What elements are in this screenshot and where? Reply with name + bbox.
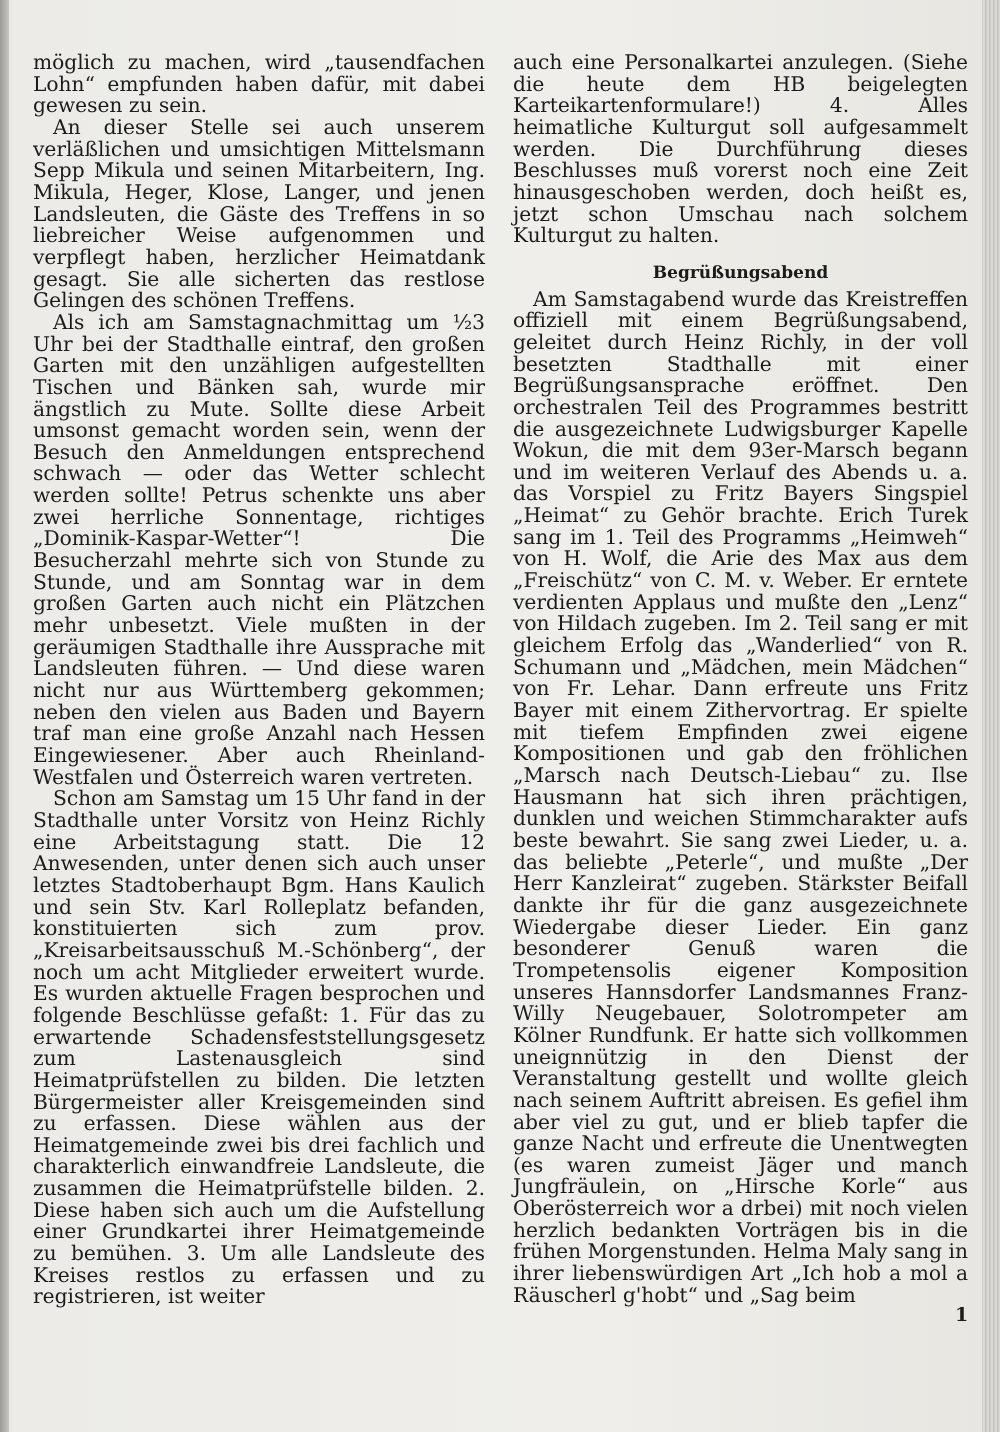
page-binding-shadow [0,0,9,1432]
paragraph: auch eine Personalkartei anzulegen. (Siehe die heute dem HB beigelegten Karteikartenformulare!) 4. Alles heimatliche Kulturgut soll aufgesammelt werden. Die Durchführung dieses Beschlusses muß vorerst noch eine Zeit hinausgeschoben werden, doch heißt es, jetzt schon Umschau nach solchem Kulturgut zu halten. [513,50,968,248]
section-heading: Begrüßungsabend [652,262,829,283]
paragraph: Als ich am Samstagnachmittag um ½3 Uhr bei der Stadthalle eintraf, den großen Garten mit den unzähligen aufgestellten Tischen und Bänken sah, wurde mir ängstlich zu Mute. Sollte diese Arbeit umsonst gemacht worden sein, wenn der Besuch den Anmeldungen entsprechend schwach — oder das Wetter schlecht werden sollte! Petrus schenkte uns aber zwei herrliche Sonnentage, richtiges „Dominik-Kaspar-Wetter“! Die Besucherzahl mehrte sich von Stunde zu Stunde, und am Sonntag war in dem großen Garten auch nicht ein Plätzchen mehr unbesetzt. Viele mußten in der geräumigen Stadthalle ihre Aussprache mit Landsleuten führen. — Und diese waren nicht nur aus Württemberg gekommen; neben den vielen aus Baden und Bayern traf man eine große Anzahl nach Hessen Eingewiesener. Aber auch Rheinland-Westfalen und Österreich waren vertreten. [33,309,485,789]
left-text-column [33,52,485,1308]
paragraph: Am Samstagabend wurde das Kreistreffen offiziell mit einem Begrüßungsabend, geleitet durch Heinz Richly, in der voll besetzten Stadthalle mit einer Begrüßungsansprache eröffnet. Den orchestralen Teil des Programmes bestritt die ausgezeichnete Ludwigsburger Kapelle Wokun, die mit dem 93er-Marsch begann und im weiteren Verlauf des Abends u. a. das Vorspiel zu Fritz Bayers Singspiel „Heimat“ zu Gehör brachte. Erich Turek sang im 1. Teil des Programms „Heimweh“ von H. Wolf, die Arie des Max aus dem „Freischütz“ von C. M. v. Weber. Er erntete verdienten Applaus und mußte den „Lenz“ von Hildach zugeben. Im 2. Teil sang er mit gleichem Erfolg das „Wanderlied“ von R. Schumann und „Mädchen, mein Mädchen“ von Fr. Lehar. Dann erfreute uns Fritz Bayer mit einem Zithervortrag. Er spielte mit tiefem Empfinden zwei eigene Kompositionen und gab den fröhlichen „Marsch nach Deutsch-Liebau“ zu. Ilse Hausmann hat sich ihren prächtigen, dunklen und weichen Stimmcharakter aufs beste bewahrt. Sie sang zwei Lieder, u. a. das beliebte „Peterle“, und mußte „Der Herr Kanzleirat“ zugeben. Stärkster Beifall dankte ihr für die ganz ausgezeichnete Wiedergabe dieser Lieder. Ein ganz besonderer Genuß waren die Trompetensolis eigener Komposition unseres Hannsdorfer Landsmannes Franz-Willy Neugebauer, Solotrompeter am Kölner Rundfunk. Er hatte sich vollkommen uneignnützig in den Dienst der Veranstaltung gestellt und wollte gleich nach seinem Auftritt abreisen. Es gefiel ihm aber viel zu gut, und er blieb tapfer die ganze Nacht und erfreute die Unentwegten (es waren zumeist Jäger und manch Jungfräulein, on „Hirsche Korle“ aus Oberösterreich wor a drbei) mit noch vielen herzlich bedankten Vorträgen bis in die frühen Morgenstunden. Helma Maly sang in ihrer liebenswürdigen Art „Ich hob a mol a Räuscherl g'hobt“ und „Sag beim [513,286,968,1307]
paragraph: An dieser Stelle sei auch unserem verläßlichen und umsichtigen Mittelsmann Sepp Mikula und seinen Mitarbeitern, Ing. Mikula, Heger, Klose, Langer, und jenen Landsleuten, die Gäste des Treffens in so liebreicher Weise aufgenommen und verpflegt haben, herzlicher Heimatdank gesagt. Sie alle sicherten das restlose Gelingen des schönen Treffens. [33,114,485,313]
right-text-column [513,52,968,1306]
page-edge [982,0,1000,1432]
paragraph: Schon am Samstag um 15 Uhr fand in der Stadthalle unter Vorsitz von Heinz Richly eine Arbeitstagung statt. Die 12 Anwesenden, unter denen sich auch unser letztes Stadtoberhaupt Bgm. Hans Kaulich und sein Stv. Karl Rolleplatz befanden, konstituierten sich zum prov. „Kreisarbeitsausschuß M.-Schönberg“, der noch um acht Mitglieder erweitert wurde. Es wurden aktuelle Fragen besprochen und folgende Beschlüsse gefaßt: 1. Für das zu erwartende Schadensfeststellungsgesetz zum Lastenausgleich sind Heimatprüfstellen zu bilden. Die letzten Bürgermeister aller Kreisgemeinden sind zu erfassen. Diese wählen aus der Heimatgemeinde zwei bis drei fachlich und charakterlich einwandfreie Landsleute, die zusammen die Heimatprüfstelle bilden. 2. Diese haben sich auch um die Aufstellung einer Grundkartei ihrer Heimatgemeinde zu bemühen. 3. Um alle Landsleute des Kreises restlos zu erfassen und zu registrieren, ist weiter [33,786,485,1309]
page-number: 1 [955,1304,969,1326]
paragraph: möglich zu machen, wird „tausendfachen Lohn“ empfunden haben dafür, mit dabei gewesen zu sein. [33,50,485,118]
